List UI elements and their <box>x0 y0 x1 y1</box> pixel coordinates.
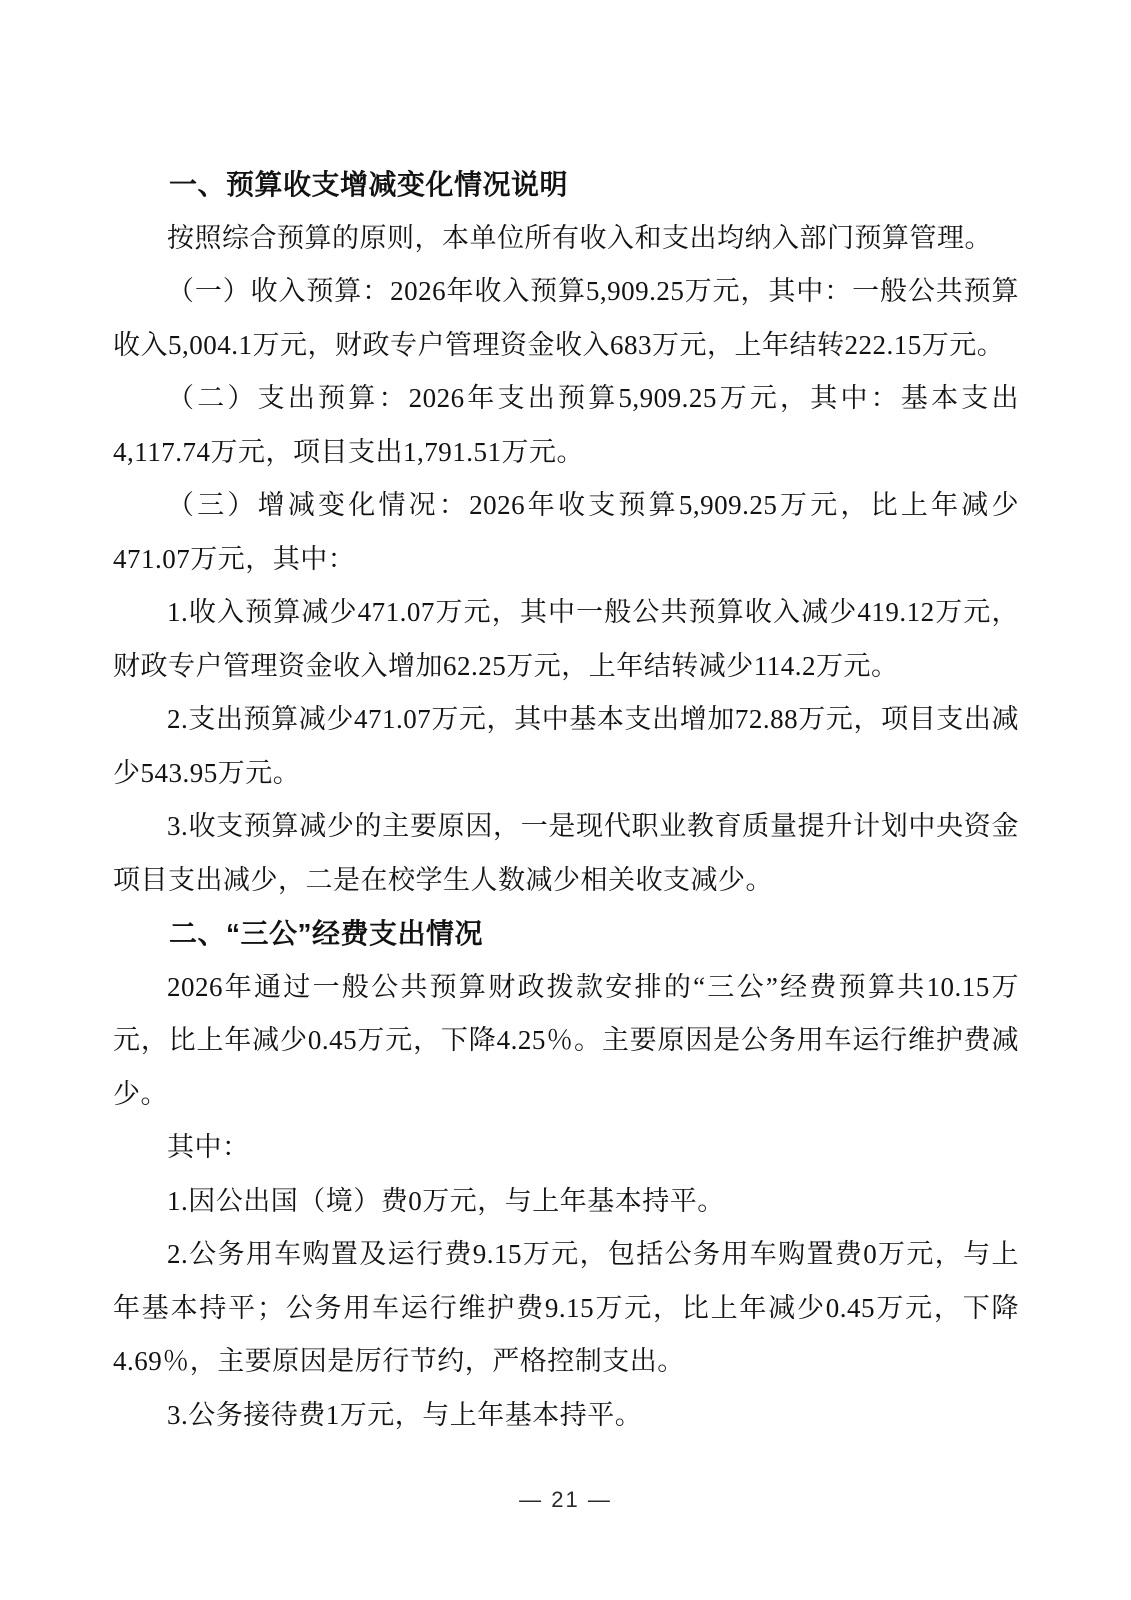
section-heading-budget-changes: 一、预算收支增减变化情况说明 <box>169 169 569 200</box>
paragraph: 3.收支预算减少的主要原因，一是现代职业教育质量提升计划中央资金项目支出减少，二是在校学生人数减少相关收支减少。 <box>113 811 1019 895</box>
paragraph: 1.因公出国（境）费0万元，与上年基本持平。 <box>167 1185 725 1216</box>
paragraph: （一）收入预算：2026年收入预算5,909.25万元，其中：一般公共预算收入5,004.1万元，财政专户管理资金收入683万元，上年结转222.15万元。 <box>113 276 1019 360</box>
section-heading-three-public-expenses: 二、“三公”经费支出情况 <box>169 918 484 949</box>
paragraph: 按照综合预算的原则，本单位所有收入和支出均纳入部门预算管理。 <box>167 222 992 253</box>
page-number: — 21 — <box>519 1487 612 1512</box>
paragraph: 2026年通过一般公共预算财政拨款安排的“三公”经费预算共10.15万元，比上年减少0.45万元，下降4.25％。主要原因是公务用车运行维护费减少。 <box>113 971 1019 1109</box>
paragraph: （二）支出预算：2026年支出预算5,909.25万元，其中：基本支出4,117.74万元，项目支出1,791.51万元。 <box>113 383 1019 467</box>
document-body <box>113 158 1019 1442</box>
paragraph: 2.公务用车购置及运行费9.15万元，包括公务用车购置费0万元，与上年基本持平；公务用车运行维护费9.15万元，比上年减少0.45万元，下降4.69％，主要原因是厉行节约，严格控制支出。 <box>113 1239 1019 1376</box>
paragraph: 1.收入预算减少471.07万元，其中一般公共预算收入减少419.12万元，财政专户管理资金收入增加62.25万元，上年结转减少114.2万元。 <box>113 597 1019 681</box>
paragraph: 其中： <box>167 1132 250 1162</box>
paragraph: （三）增减变化情况：2026年收支预算5,909.25万元，比上年减少471.07万元，其中： <box>113 490 1019 574</box>
paragraph: 3.公务接待费1万元，与上年基本持平。 <box>167 1399 643 1430</box>
paragraph: 2.支出预算减少471.07万元，其中基本支出增加72.88万元，项目支出减少543.95万元。 <box>113 704 1019 788</box>
